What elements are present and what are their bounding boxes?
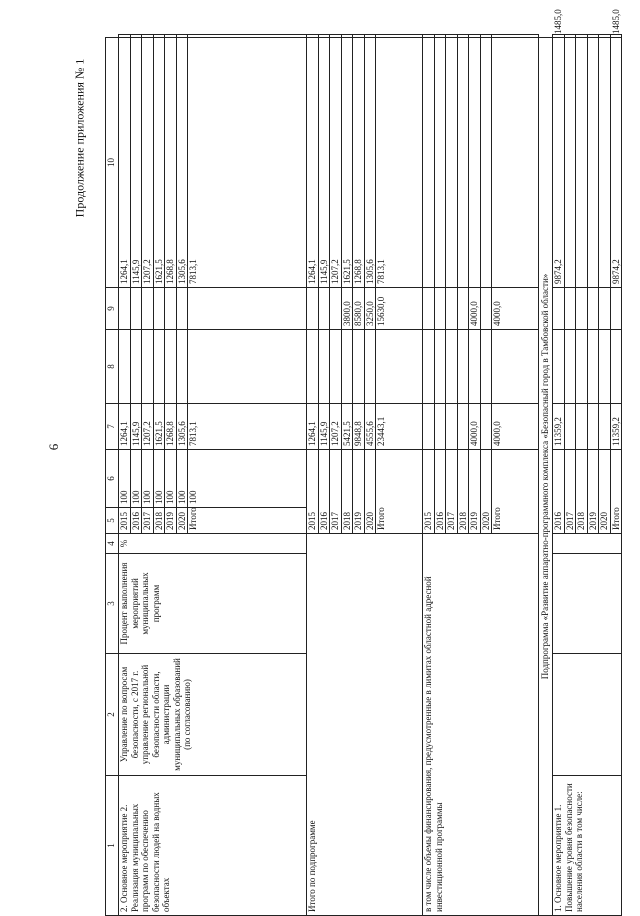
year-cell: Итого xyxy=(188,508,307,534)
amount-cell: 1207,2 xyxy=(142,38,154,288)
amount-cell xyxy=(330,288,342,330)
table-row xyxy=(307,35,319,916)
year-cell: 2018 xyxy=(341,450,353,534)
amount-cell xyxy=(188,330,307,404)
amount-cell: 1268,8 xyxy=(165,38,177,288)
amount-cell xyxy=(587,38,599,288)
amount-cell xyxy=(153,288,165,330)
amount-cell xyxy=(130,35,142,38)
col-header-9: 9 xyxy=(106,288,119,330)
amount-cell xyxy=(599,330,611,404)
amount-cell xyxy=(142,288,154,330)
amount-cell xyxy=(307,288,319,330)
amount-cell xyxy=(576,35,588,38)
percent-cell: 100 xyxy=(165,450,177,508)
amount-cell xyxy=(176,288,188,330)
amount-cell xyxy=(341,35,353,38)
amount-cell xyxy=(130,330,142,404)
amount-cell: 9848,8 xyxy=(353,404,365,450)
amount-cell xyxy=(576,330,588,404)
amount-cell: 1268,8 xyxy=(353,38,365,288)
year-cell: 2019 xyxy=(353,450,365,534)
amount-cell: 1145,9 xyxy=(130,404,142,450)
empty-cell xyxy=(553,654,622,776)
amount-cell xyxy=(576,288,588,330)
amount-cell xyxy=(188,35,307,38)
col-header-6: 6 xyxy=(106,450,119,508)
amount-cell xyxy=(318,330,330,404)
amount-cell xyxy=(119,35,131,38)
event-name-cell: 1. Основное мероприятие 1. Повышение уровня безопасности населения области в том числе: xyxy=(553,776,622,916)
year-cell: 2017 xyxy=(330,450,342,534)
subprogram-title: Подпрограмма «Развитие аппаратно-программного комплекса «Безопасный город в Тамбовской области» xyxy=(539,38,553,916)
amount-cell: 1305,6 xyxy=(176,38,188,288)
amount-cell xyxy=(353,330,365,404)
event-name-cell: 2. Основное мероприятие 2. Реализация муниципальных программ по обеспечению безопасности людей на водных объектах xyxy=(119,776,307,916)
empty-cell xyxy=(553,554,622,654)
col-header-4: 4 xyxy=(106,534,119,554)
year-cell: 2019 xyxy=(587,450,599,534)
amount-cell xyxy=(457,330,469,404)
table-row xyxy=(119,35,131,916)
amount-cell xyxy=(480,288,492,330)
amount-cell xyxy=(564,38,576,288)
amount-cell: 9874,2 xyxy=(553,38,565,288)
amount-cell xyxy=(434,330,446,404)
amount-cell xyxy=(176,35,188,38)
executor-cell: Управление по вопросам безопасности, с 2017 г. управление региональной безопасности области, администрации муниципальных образований (по согласованию) xyxy=(119,654,307,776)
amount-cell xyxy=(130,288,142,330)
amount-cell xyxy=(599,404,611,450)
amount-cell xyxy=(599,38,611,288)
amount-cell: 7813,1 xyxy=(188,404,307,450)
col-header-2: 2 xyxy=(106,654,119,776)
amount-cell xyxy=(469,38,481,288)
amount-cell: 1207,2 xyxy=(330,404,342,450)
amount-cell xyxy=(457,288,469,330)
amount-cell: 1264,1 xyxy=(119,38,131,288)
amount-cell: 15630,0 xyxy=(376,288,423,330)
appendix-caption: Продолжение приложения № 1 xyxy=(72,58,87,218)
amount-cell xyxy=(330,35,342,38)
percent-cell: 100 xyxy=(142,450,154,508)
amount-cell: 4000,0 xyxy=(492,404,539,450)
year-cell: 2016 xyxy=(434,450,446,534)
col-header-3: 3 xyxy=(106,554,119,654)
year-cell: 2016 xyxy=(553,450,565,534)
year-cell: 2020 xyxy=(480,450,492,534)
year-cell: 2019 xyxy=(469,450,481,534)
amount-cell xyxy=(492,330,539,404)
amount-cell: 1207,2 xyxy=(330,38,342,288)
amount-cell xyxy=(423,288,435,330)
amount-cell xyxy=(553,288,565,330)
amount-cell xyxy=(610,288,622,330)
page-number: 6 xyxy=(46,443,61,451)
amount-cell xyxy=(469,330,481,404)
amount-cell xyxy=(457,404,469,450)
amount-cell: 1145,9 xyxy=(318,38,330,288)
year-cell: Итого xyxy=(492,450,539,534)
percent-cell: 100 xyxy=(119,450,131,508)
amount-cell: 5421,5 xyxy=(341,404,353,450)
rotated-table-frame xyxy=(105,9,621,916)
amount-cell xyxy=(446,35,458,38)
amount-cell: 1145,9 xyxy=(318,404,330,450)
amount-cell xyxy=(318,288,330,330)
amount-cell xyxy=(153,330,165,404)
subprogram-row xyxy=(539,35,553,916)
amount-cell: 1485,0 xyxy=(610,35,622,38)
year-cell: 2020 xyxy=(599,450,611,534)
year-cell: 2018 xyxy=(153,508,165,534)
year-cell: 2017 xyxy=(564,450,576,534)
amount-cell xyxy=(599,35,611,38)
amount-cell: 3800,0 xyxy=(341,288,353,330)
amount-cell xyxy=(480,38,492,288)
amount-cell xyxy=(142,35,154,38)
amount-cell: 1621,5 xyxy=(153,404,165,450)
amount-cell xyxy=(587,330,599,404)
amount-cell: 8580,0 xyxy=(353,288,365,330)
table-row xyxy=(553,35,565,916)
col-header-10: 10 xyxy=(106,38,119,288)
year-cell: 2017 xyxy=(446,450,458,534)
amount-cell xyxy=(142,330,154,404)
amount-cell: 1305,6 xyxy=(176,404,188,450)
amount-cell xyxy=(376,35,423,38)
amount-cell xyxy=(610,330,622,404)
amount-cell xyxy=(553,330,565,404)
amount-cell xyxy=(480,35,492,38)
amount-cell: 1485,0 xyxy=(553,35,565,38)
amount-cell xyxy=(341,330,353,404)
amount-cell xyxy=(446,38,458,288)
amount-cell xyxy=(446,288,458,330)
table-row xyxy=(423,35,435,916)
amount-cell xyxy=(423,35,435,38)
amount-cell xyxy=(423,404,435,450)
percent-cell: 100 xyxy=(153,450,165,508)
amount-cell xyxy=(457,35,469,38)
year-cell: 2015 xyxy=(307,450,319,534)
amount-cell xyxy=(434,35,446,38)
amount-cell: 1621,5 xyxy=(341,38,353,288)
amount-cell xyxy=(587,35,599,38)
amount-cell xyxy=(119,288,131,330)
amount-cell xyxy=(564,288,576,330)
amount-cell: 11359,2 xyxy=(610,404,622,450)
amount-cell xyxy=(423,330,435,404)
amount-cell: 4000,0 xyxy=(469,288,481,330)
amount-cell: 1264,1 xyxy=(307,404,319,450)
amount-cell: 1621,5 xyxy=(153,38,165,288)
amount-cell: 1305,6 xyxy=(364,38,376,288)
amount-cell xyxy=(492,38,539,288)
amount-cell xyxy=(307,330,319,404)
percent-cell: 100 xyxy=(176,450,188,508)
amount-cell: 23443,1 xyxy=(376,404,423,450)
amount-cell xyxy=(446,330,458,404)
amount-cell xyxy=(480,404,492,450)
amount-cell xyxy=(564,404,576,450)
col-header-5: 5 xyxy=(106,508,119,534)
year-cell: Итого xyxy=(376,450,423,534)
year-cell: Итого xyxy=(610,450,622,534)
year-cell: 2020 xyxy=(364,450,376,534)
amount-cell xyxy=(330,330,342,404)
amount-cell: 9874,2 xyxy=(610,38,622,288)
amount-cell: 1264,1 xyxy=(307,38,319,288)
amount-cell xyxy=(364,330,376,404)
col-header-1: 1 xyxy=(106,776,119,916)
amount-cell: 4000,0 xyxy=(469,404,481,450)
amount-cell: 1207,2 xyxy=(142,404,154,450)
col-header-7: 7 xyxy=(106,404,119,450)
amount-cell xyxy=(469,35,481,38)
year-cell: 2015 xyxy=(423,450,435,534)
amount-cell xyxy=(318,35,330,38)
amount-cell xyxy=(307,35,319,38)
financing-table xyxy=(105,9,622,916)
amount-cell xyxy=(446,404,458,450)
amount-cell xyxy=(423,38,435,288)
amount-cell xyxy=(165,288,177,330)
year-cell: 2016 xyxy=(318,450,330,534)
amount-cell xyxy=(587,404,599,450)
amount-cell xyxy=(434,404,446,450)
amount-cell: 3250,0 xyxy=(364,288,376,330)
amount-cell xyxy=(599,288,611,330)
percent-cell: 100 xyxy=(130,450,142,508)
investment-label: в том числе объемы финансирования, предусмотренные в лимитах областной адресной инвестиционной программы xyxy=(423,534,539,916)
amount-cell xyxy=(576,38,588,288)
year-cell: 2015 xyxy=(119,508,131,534)
year-cell: 2019 xyxy=(165,508,177,534)
unit-cell: % xyxy=(119,534,307,554)
amount-cell xyxy=(376,330,423,404)
amount-cell xyxy=(364,35,376,38)
amount-cell xyxy=(176,330,188,404)
amount-cell xyxy=(119,330,131,404)
amount-cell xyxy=(576,404,588,450)
amount-cell xyxy=(564,35,576,38)
amount-cell: 7813,1 xyxy=(188,38,307,288)
indicator-cell: Процент выполнения мероприятий муниципальных программ xyxy=(119,554,307,654)
percent-cell: 100 xyxy=(188,450,307,508)
amount-cell xyxy=(434,288,446,330)
year-cell: 2017 xyxy=(142,508,154,534)
column-number-row xyxy=(106,35,119,916)
empty-cell xyxy=(553,534,622,554)
amount-cell: 4555,6 xyxy=(364,404,376,450)
year-cell: 2020 xyxy=(176,508,188,534)
amount-cell xyxy=(564,330,576,404)
subtotal-label: Итого по подпрограмме xyxy=(307,534,423,916)
amount-cell xyxy=(153,35,165,38)
amount-cell: 7813,1 xyxy=(376,38,423,288)
amount-cell: 1268,8 xyxy=(165,404,177,450)
amount-cell: 1145,9 xyxy=(130,38,142,288)
amount-cell xyxy=(353,35,365,38)
amount-cell: 1264,1 xyxy=(119,404,131,450)
amount-cell xyxy=(587,288,599,330)
amount-cell xyxy=(492,35,539,38)
amount-cell xyxy=(457,38,469,288)
amount-cell xyxy=(480,330,492,404)
col-header-8: 8 xyxy=(106,330,119,404)
amount-cell: 4000,0 xyxy=(492,288,539,330)
amount-cell xyxy=(165,35,177,38)
year-cell: 2018 xyxy=(576,450,588,534)
amount-cell xyxy=(188,288,307,330)
amount-cell xyxy=(434,38,446,288)
year-cell: 2016 xyxy=(130,508,142,534)
year-cell: 2018 xyxy=(457,450,469,534)
amount-cell: 11359,2 xyxy=(553,404,565,450)
amount-cell xyxy=(165,330,177,404)
